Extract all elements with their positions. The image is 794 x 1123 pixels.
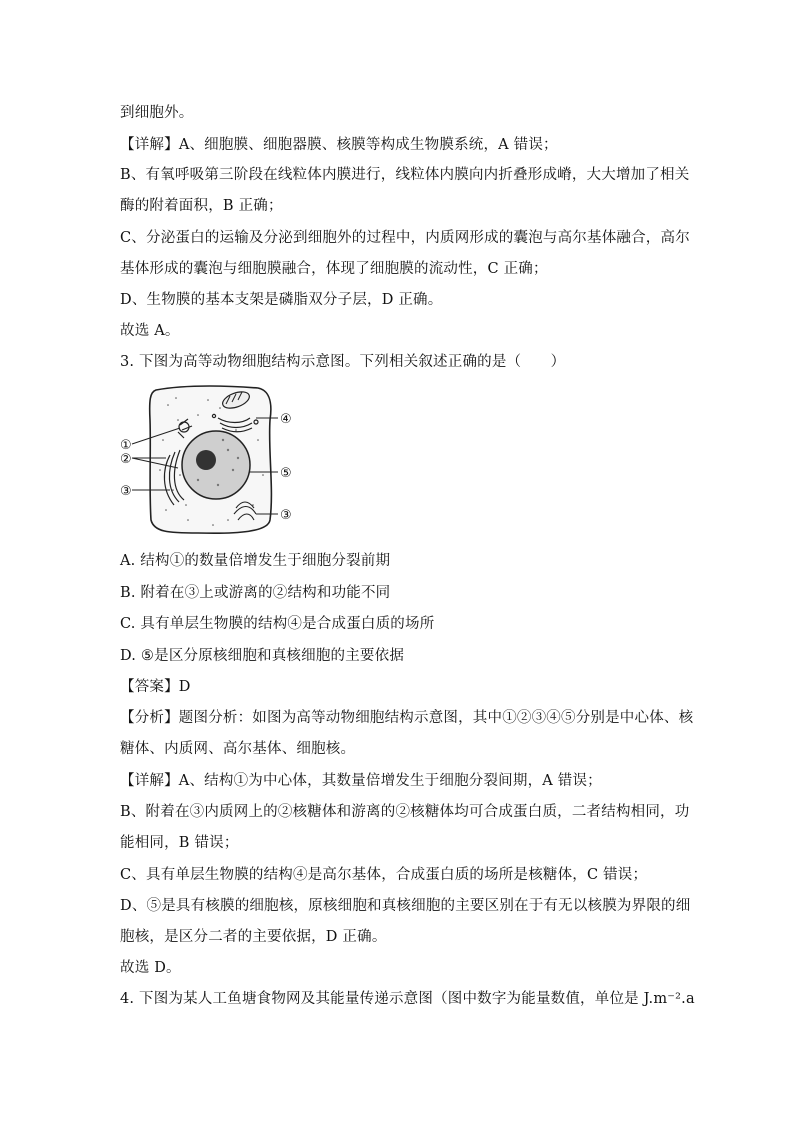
text-line: D、生物膜的基本支架是磷脂双分子层，D 正确。 (120, 292, 443, 308)
label-2: ② (120, 452, 132, 467)
text-line: 故选 A。 (120, 323, 180, 339)
label-3-left: ③ (120, 484, 132, 499)
label-4: ④ (280, 412, 292, 427)
text-line: C、分泌蛋白的运输及分泌到细胞外的过程中，内质网形成的囊泡与高尔基体融合，高尔 (120, 230, 690, 246)
analysis-line: 【分析】题图分析：如图为高等动物细胞结构示意图，其中①②③④⑤分别是中心体、核 (120, 710, 694, 726)
option-c: C. 具有单层生物膜的结构④是合成蛋白质的场所 (120, 616, 435, 632)
label-1: ① (120, 438, 132, 453)
text-line: B、有氧呼吸第三阶段在线粒体内膜进行，线粒体内膜向内折叠形成嵴，大大增加了相关 (120, 167, 690, 183)
text-line (120, 136, 558, 154)
option-a: A. 结构①的数量倍增发生于细胞分裂前期 (120, 553, 391, 569)
text-line: 基体形成的囊泡与细胞膜融合，体现了细胞膜的流动性，C 正确； (120, 261, 548, 277)
analysis-line: 糖体、内质网、高尔基体、细胞核。 (120, 741, 356, 757)
option-d: D. ⑤是区分原核细胞和真核细胞的主要依据 (120, 648, 405, 664)
animal-cell-diagram (118, 380, 308, 540)
nucleolus (196, 450, 216, 470)
detail-text: A、细胞膜、细胞器膜、核膜等构成生物膜系统，A 错误； (178, 137, 558, 153)
question-stem: 3. 下图为高等动物细胞结构示意图。下列相关叙述正确的是（ ） (120, 354, 566, 370)
label-3-right: ③ (280, 508, 292, 523)
option-b: B. 附着在③上或游离的②结构和功能不同 (120, 585, 391, 601)
detail-line: 【详解】A、结构①为中心体，其数量倍增发生于细胞分裂间期，A 错误； (120, 773, 602, 789)
detail-label: 【详解】 (120, 137, 179, 153)
choose-line: 故选 D。 (120, 960, 181, 976)
answer: 【答案】D (120, 679, 191, 695)
question-stem: 4. 下图为某人工鱼塘食物网及其能量传递示意图（图中数字为能量数值，单位是 J.m⁻².a (120, 991, 695, 1007)
detail-line: 能相同，B 错误； (120, 835, 239, 851)
nucleus (182, 431, 250, 499)
detail-line: 胞核，是区分二者的主要依据，D 正确。 (120, 929, 387, 945)
label-5: ⑤ (280, 466, 292, 481)
detail-line: C、具有单层生物膜的结构④是高尔基体，合成蛋白质的场所是核糖体，C 错误； (120, 867, 648, 883)
detail-line: B、附着在③内质网上的②核糖体和游离的②核糖体均可合成蛋白质，二者结构相同，功 (120, 804, 690, 820)
detail-line: D、⑤是具有核膜的细胞核，原核细胞和真核细胞的主要区别在于有无以核膜为界限的细 (120, 898, 691, 914)
text-line: 到细胞外。 (120, 105, 194, 121)
text-line: 酶的附着面积，B 正确； (120, 198, 283, 214)
